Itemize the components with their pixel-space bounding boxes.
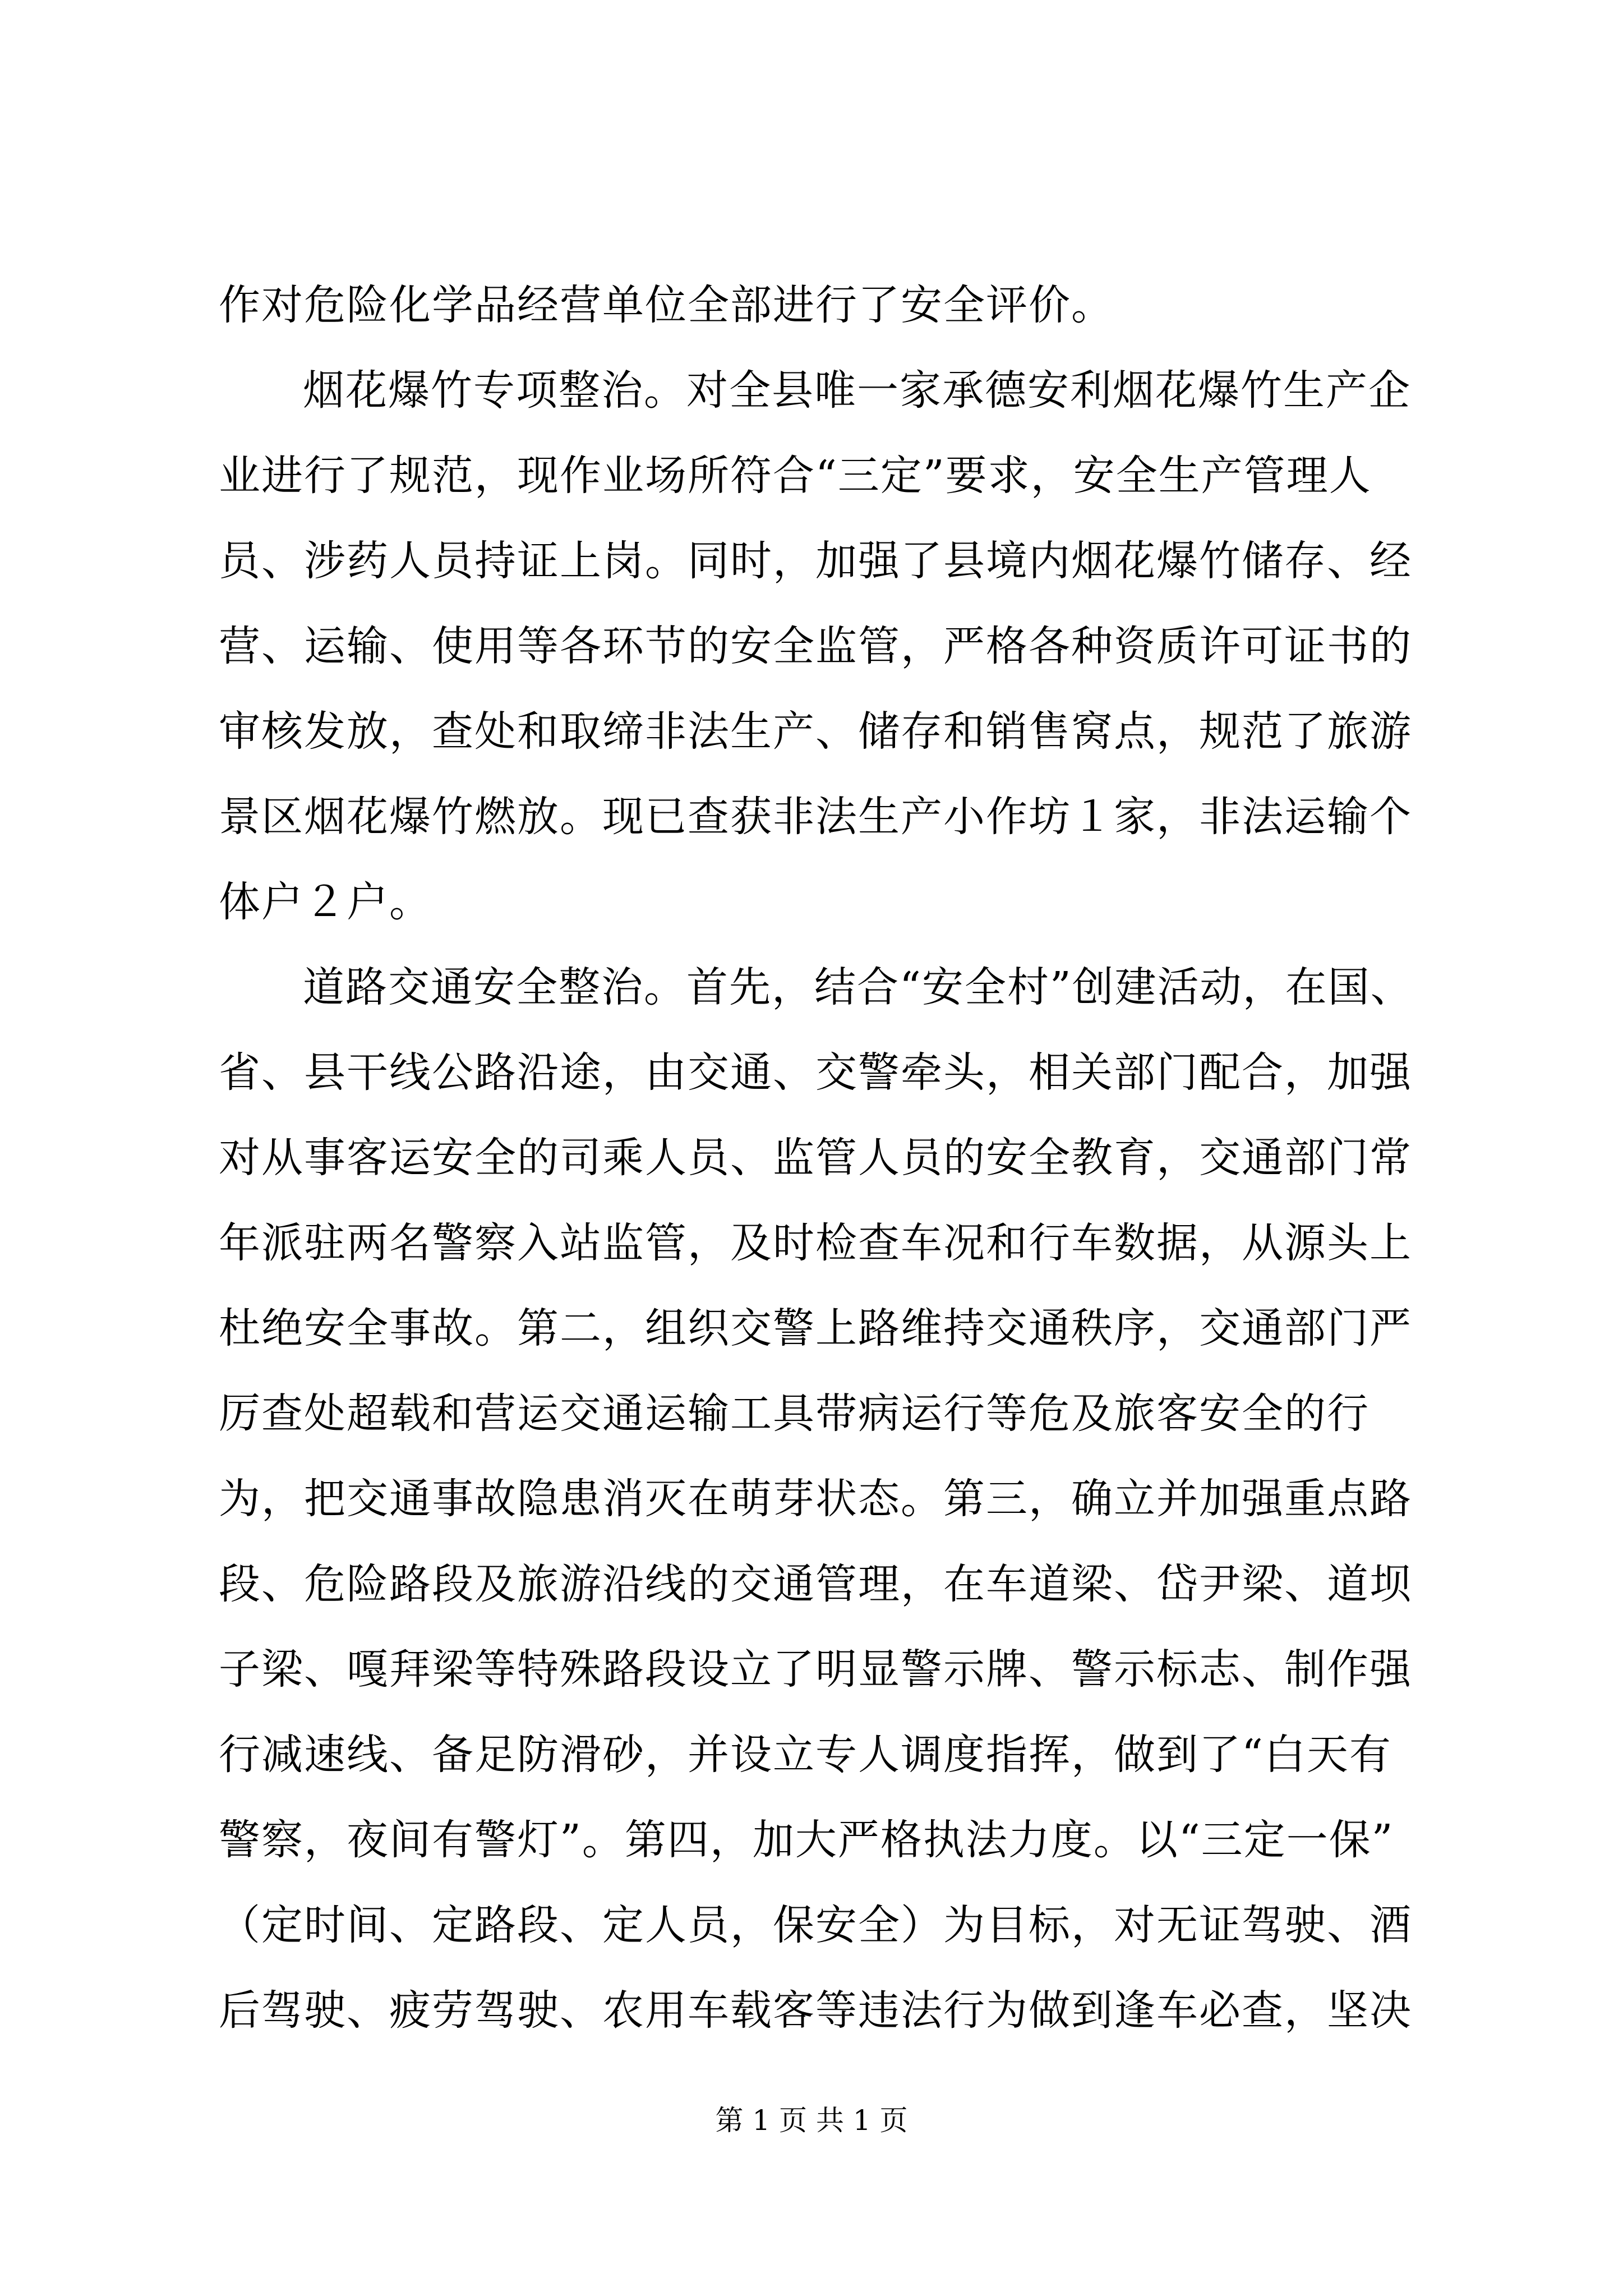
text-line: 业进行了规范，现作业场所符合“三定”要求，安全生产管理人 [219, 452, 1372, 500]
paragraph-start-line: 道路交通安全整治。首先，结合“安全村”创建活动，在国、 [303, 963, 1413, 1011]
text-line: （定时间、定路段、定人员，保安全）为目标，对无证驾驶、酒 [219, 1901, 1412, 1949]
paragraph-start-line: 烟花爆竹专项整治。对全县唯一家承德安利烟花爆竹生产企 [303, 366, 1411, 415]
text-line: 段、危险路段及旅游沿线的交通管理，在车道梁、岱尹梁、道坝 [219, 1560, 1412, 1608]
text-line: 厉查处超载和营运交通运输工具带病运行等危及旅客安全的行 [219, 1389, 1370, 1438]
text-line: 景区烟花爆竹燃放。现已查获非法生产小作坊１家，非法运输个 [219, 793, 1412, 841]
text-line: 行减速线、备足防滑砂，并设立专人调度指挥，做到了“白天有 [219, 1731, 1392, 1779]
text-line: 审核发放，查处和取缔非法生产、储存和销售窝点，规范了旅游 [219, 707, 1412, 756]
text-line: 作对危险化学品经营单位全部进行了安全评价。 [219, 281, 1114, 329]
text-line: 年派驻两名警察入站监管，及时检查车况和行车数据，从源头上 [219, 1219, 1412, 1267]
text-line: 后驾驶、疲劳驾驶、农用车载客等违法行为做到逢车必查，坚决 [219, 1986, 1412, 2035]
body-text [219, 263, 1430, 2053]
text-line: 体户２户。 [219, 878, 432, 926]
text-line: 营、运输、使用等各环节的安全监管，严格各种资质许可证书的 [219, 622, 1412, 670]
text-line: 杜绝安全事故。第二，组织交警上路维持交通秩序，交通部门严 [219, 1304, 1412, 1352]
text-line: 为，把交通事故隐患消灭在萌芽状态。第三，确立并加强重点路 [219, 1475, 1412, 1523]
text-line: 对从事客运安全的司乘人员、监管人员的安全教育，交通部门常 [219, 1134, 1412, 1182]
text-line: 省、县干线公路沿途，由交通、交警牵头，相关部门配合，加强 [219, 1048, 1412, 1097]
text-line: 警察，夜间有警灯”。第四，加大严格执法力度。以“三定一保” [219, 1816, 1394, 1864]
page-footer: 第 1 页 共 1 页 [715, 2104, 908, 2137]
text-line: 员、涉药人员持证上岗。同时，加强了县境内烟花爆竹储存、经 [219, 537, 1412, 585]
text-line: 子梁、嘎拜梁等特殊路段设立了明显警示牌、警示标志、制作强 [219, 1645, 1412, 1694]
